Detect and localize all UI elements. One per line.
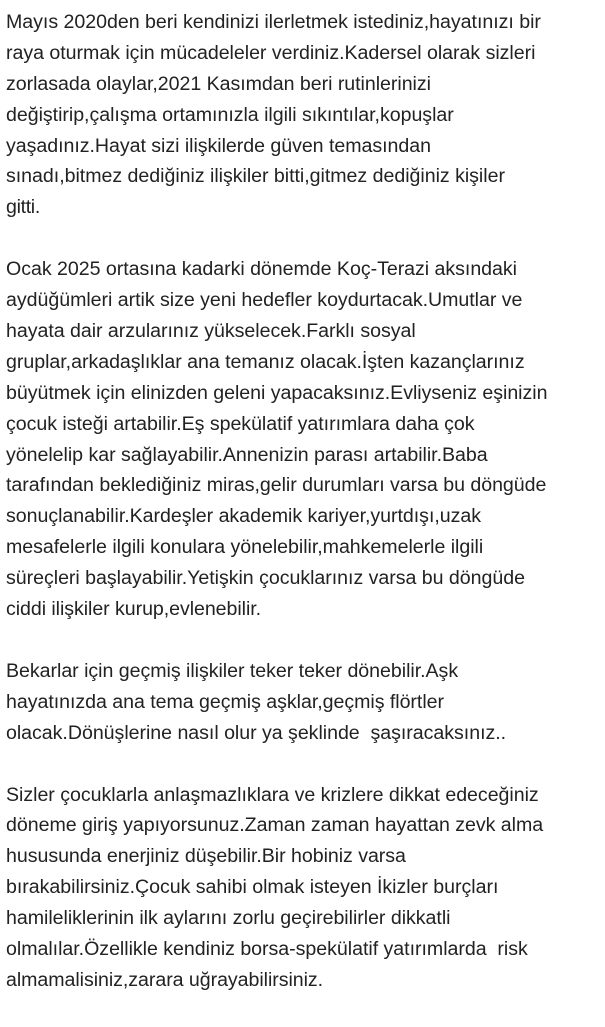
paragraph-4 xyxy=(6,780,601,996)
text-line: Sizler çocuklarla anlaşmazlıklara ve krizlere dikkat edeceğiniz xyxy=(6,783,539,806)
text-line: olacak.Dönüşlerine nasıl olur ya şeklinde şaşıracaksınız.. xyxy=(6,721,507,744)
text-line: zorlasada olaylar,2021 Kasımdan beri rutinlerinizi xyxy=(6,72,431,95)
text-line: olmalılar.Özellikle kendiniz borsa-spekülatif yatırımlarda risk xyxy=(6,938,528,961)
text-document xyxy=(6,7,601,1027)
text-line: mesafelerle ilgili konulara yönelebilir,mahkemelerle ilgili xyxy=(6,536,484,559)
text-line: süreçleri başlayabilir.Yetişkin çocuklarınız varsa bu döngüde xyxy=(6,567,525,590)
text-line: ciddi ilişkiler kurup,evlenebilir. xyxy=(6,598,262,621)
text-line: tarafından beklediğiniz miras,gelir durumları varsa bu döngüde xyxy=(6,474,547,497)
text-line: hayatınızda ana tema geçmiş aşklar,geçmiş flörtler xyxy=(6,690,444,713)
text-line: büyütmek için elinizden geleni yapacaksınız.Evliyseniz eşinizin xyxy=(6,381,548,404)
text-line: sınadı,bitmez dediğiniz ilişkiler bitti,gitmez dediğiniz kişiler xyxy=(6,165,505,188)
text-line: gruplar,arkadaşlıklar ana temanız olacak.İşten kazançlarınız xyxy=(6,350,525,373)
text-line: gitti. xyxy=(6,196,40,219)
text-line: Mayıs 2020den beri kendinizi ilerletmek istediniz,hayatınızı bir xyxy=(6,11,541,33)
text-line: hususunda enerjiniz düşebilir.Bir hobiniz varsa xyxy=(6,845,406,868)
paragraph-1 xyxy=(6,7,601,223)
text-line: hamileliklerinin ilk aylarını zorlu geçirebilirler dikkatli xyxy=(6,907,451,930)
text-line: hayata dair arzularınız yükselecek.Farklı sosyal xyxy=(6,320,416,343)
paragraph-2 xyxy=(6,254,601,625)
text-line: değiştirip,çalışma ortamınızla ilgili sıkıntılar,kopuşlar xyxy=(6,103,454,126)
text-line: almamalisiniz,zarara uğrayabilirsiniz. xyxy=(6,968,324,991)
text-line: aydüğümleri artik size yeni hedefler koydurtacak.Umutlar ve xyxy=(6,289,523,312)
text-line: yaşadınız.Hayat sizi ilişkilerde güven temasından xyxy=(6,134,431,157)
text-line: yönelelip kar sağlayabilir.Annenizin parası artabilir.Baba xyxy=(6,443,488,466)
text-line: sonuçlanabilir.Kardeşler akademik kariyer,yurtdışı,uzak xyxy=(6,505,482,528)
text-line: Ocak 2025 ortasına kadarki dönemde Koç-Terazi aksındaki xyxy=(6,258,517,281)
text-line: bırakabilirsiniz.Çocuk sahibi olmak isteyen İkizler burçları xyxy=(6,876,499,899)
paragraph-3 xyxy=(6,656,601,749)
text-line: döneme giriş yapıyorsunuz.Zaman zaman hayattan zevk alma xyxy=(6,814,544,837)
text-line: Bekarlar için geçmiş ilişkiler teker teker dönebilir.Aşk xyxy=(6,659,459,682)
text-line: çocuk isteği artabilir.Eş spekülatif yatırımlara daha çok xyxy=(6,412,475,435)
text-line: raya oturmak için mücadeleler verdiniz.Kadersel olarak sizleri xyxy=(6,41,536,64)
